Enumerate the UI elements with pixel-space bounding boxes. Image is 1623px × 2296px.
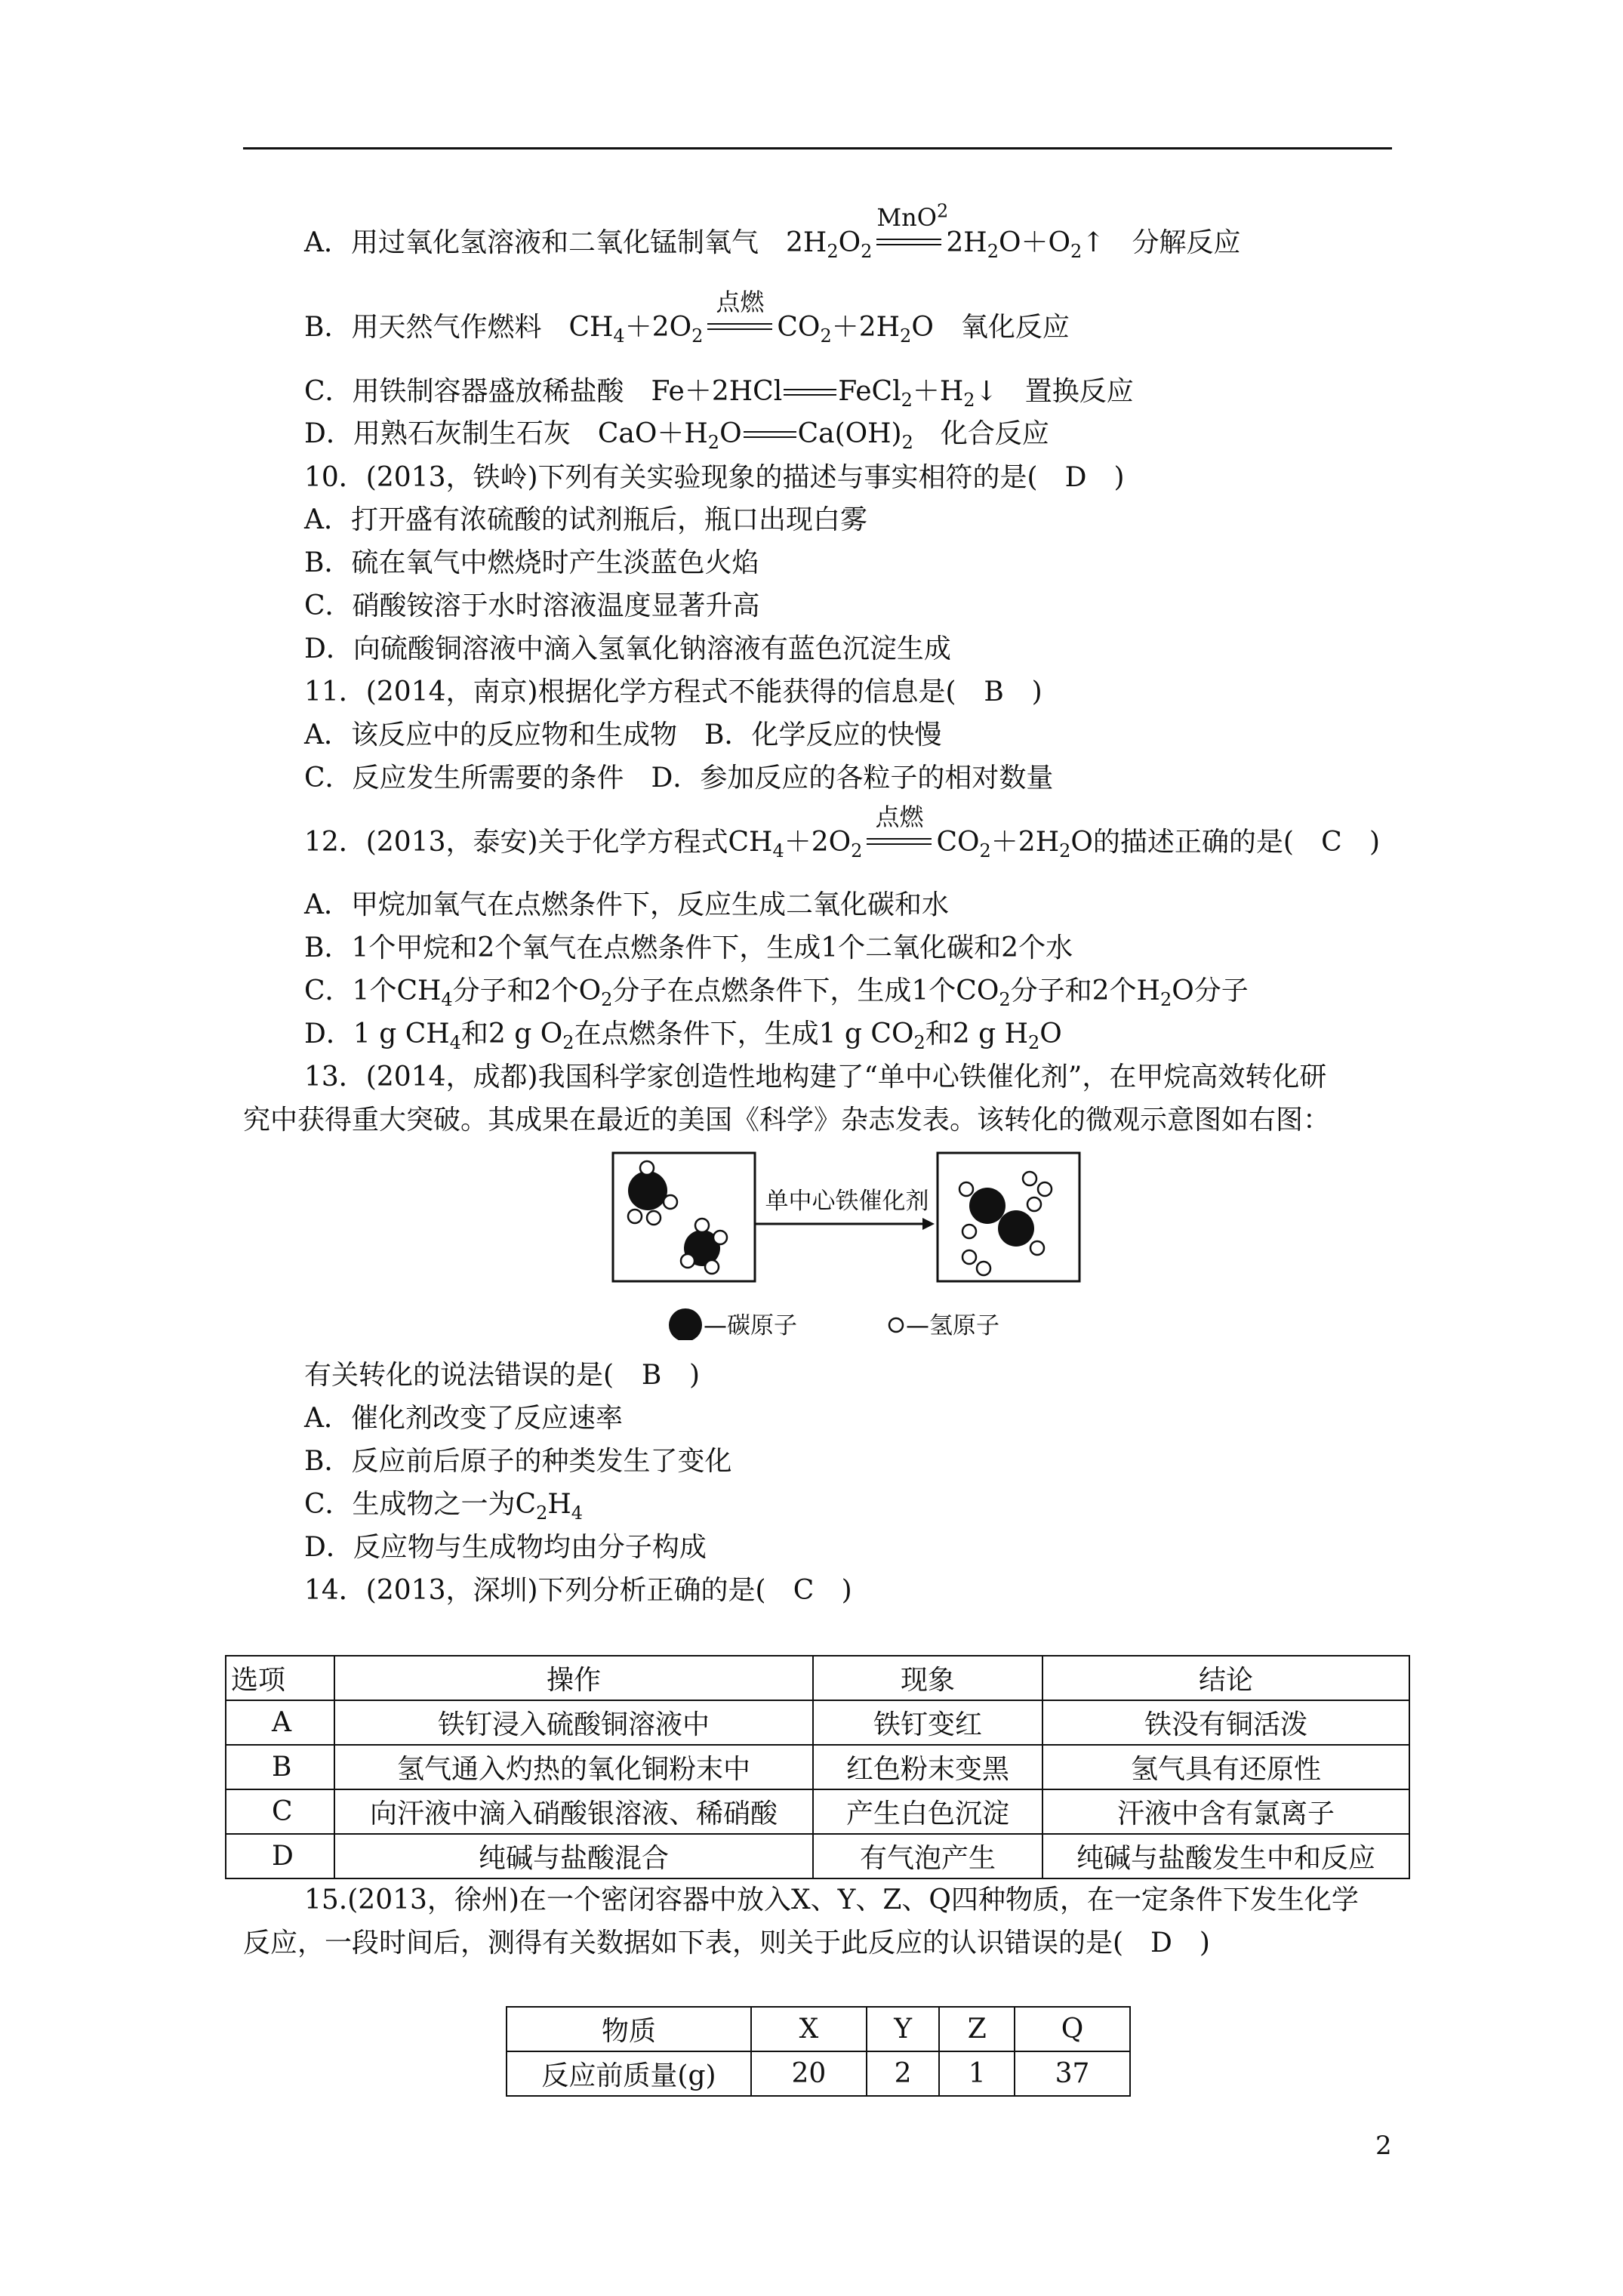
table-header: 结论 [1042,1656,1409,1700]
answer: B [641,1360,662,1391]
table-row [507,2051,1130,2096]
q15-stem-line2: 反应，一段时间后，测得有关数据如下表，则关于此反应的认识错误的是( D ) [243,1928,1210,1959]
header-rule [243,147,1392,149]
q13-question: 有关转化的说法错误的是( B ) [304,1360,701,1391]
hydrogen-molecule [1023,1172,1052,1196]
q9-option-a: A．用过氧化氢溶液和二氧化锰制氧气 $2H_2O_2$ MnO$^2$ $2H_2O+O_2↑$ 分解反应 [304,200,1241,262]
table-cell: 铁没有铜活泼 [1042,1700,1409,1745]
table-cell: 1 [939,2051,1015,2096]
q10-option: D．向硫酸铜溶液中滴入氢氧化钠溶液有蓝色沉淀生成 [304,633,951,664]
ethylene-molecule [959,1182,1044,1255]
q9-option-b: B．用天然气作燃料 $CH_4+2O_2$ 点燃 $CO_2+2H_2O$ 氧化反应 [304,288,1070,347]
q15-table [506,2006,1131,2097]
q12-option-a: A．甲烷加氧气在点燃条件下，反应生成二氧化碳和水 [304,889,949,920]
page-number: 2 [1375,2131,1392,2161]
table-header: 物质 [507,2007,751,2051]
hydrogen-atom-icon [889,1318,903,1332]
q10-option: C．硝酸铵溶于水时溶液温度显著升高 [304,590,760,621]
q14-stem: 14．(2013，深圳)下列分析正确的是( C ) [304,1575,852,1606]
table-header: 操作 [334,1656,813,1700]
q13-stem-line2: 究中获得重大突破。其成果在最近的美国《科学》杂志发表。该转化的微观示意图如右图： [243,1105,1331,1136]
table-cell: 2 [867,2051,940,2096]
q11-stem: 11．(2014，南京)根据化学方程式不能获得的信息是( B ) [304,676,1042,707]
table-header: 选项 [226,1656,334,1700]
q15-stem-line1: 15.(2013，徐州)在一个密闭容器中放入X、Y、Z、Q四种物质，在一定条件下发生化学 [304,1885,1359,1915]
table-row [226,1834,1409,1878]
catalyst-label: 单中心铁催化剂 [765,1188,929,1215]
table-header: Z [939,2007,1015,2051]
table-cell: 汗液中含有氯离子 [1042,1789,1409,1834]
q9-option-c: C．用铁制容器盛放稀盐酸 Fe＋2HCl $FeCl_2+H_2↓$ 置换反应 [304,376,1134,411]
answer: C [793,1575,815,1606]
arrow-head [922,1218,935,1230]
table-cell: 向汗液中滴入硝酸银溶液、稀硝酸 [334,1789,813,1834]
equals-sign [744,418,796,451]
table-cell: 铁钉变红 [813,1700,1042,1745]
q11-option: A．该反应中的反应物和生成物 B．化学反应的快慢 [304,720,942,750]
table-cell: A [226,1700,334,1745]
carbon-atom-icon [669,1308,702,1340]
q9-option-d: D．用熟石灰制生石灰 $CaO+H_2O$ $Ca(OH)_2$ 化合反应 [304,418,1049,453]
legend [669,1308,999,1340]
condition-equals-sign: 点燃 [867,826,932,859]
q10-option: B．硫在氧气中燃烧时产生淡蓝色火焰 [304,547,759,578]
table-header: Y [867,2007,940,2051]
q12-option-d: D．1 g $CH_4$和2 g $O_2$在点燃条件下，生成1 g $CO_2$和2 g $H_2O$ [304,1019,1062,1053]
table-cell: B [226,1745,334,1789]
answer: B [984,676,1004,707]
condition-equals-sign: MnO$^2$ [876,227,941,260]
q14-table [225,1655,1410,1879]
table-cell: D [226,1834,334,1878]
table-row [226,1789,1409,1834]
q10-option: A．打开盛有浓硫酸的试剂瓶后，瓶口出现白雾 [304,504,867,535]
table-row [226,1700,1409,1745]
table-cell: C [226,1789,334,1834]
table-header-row [226,1656,1409,1700]
q11-option: C．反应发生所需要的条件 D．参加反应的各粒子的相对数量 [304,763,1054,794]
table-cell: 纯碱与盐酸混合 [334,1834,813,1878]
table-header: Q [1015,2007,1130,2051]
answer: D [1064,462,1087,493]
table-cell: 红色粉末变黑 [813,1745,1042,1789]
q12-option-b: B．1个甲烷和2个氧气在点燃条件下，生成1个二氧化碳和2个水 [304,932,1073,963]
q12-option-c: C．1个$CH_4$分子和2个$O_2$分子在点燃条件下，生成1个$CO_2$分子和2个$H_2O$分子 [304,975,1249,1010]
table-row [226,1745,1409,1789]
table-header-row [507,2007,1130,2051]
table-cell: 37 [1015,2051,1130,2096]
table-header: X [751,2007,867,2051]
legend-carbon-label: —碳原子 [704,1312,797,1339]
q13-stem-line1: 13．(2014，成都)我国科学家创造性地构建了“单中心铁催化剂”，在甲烷高效转化研 [304,1062,1327,1093]
table-cell: 氢气通入灼热的氧化铜粉末中 [334,1745,813,1789]
hydrogen-molecule [962,1250,990,1275]
answer: D [1150,1928,1172,1959]
table-cell: 反应前质量(g) [507,2051,751,2096]
table-cell: 20 [751,2051,867,2096]
equals-sign [784,375,836,408]
q13-option-a: A．催化剂改变了反应速率 [304,1403,623,1434]
methane-molecule [681,1219,727,1274]
answer: C [1321,827,1342,858]
methane-molecule [628,1161,677,1225]
table-cell: 有气泡产生 [813,1834,1042,1878]
q12-stem: 12．(2013，泰安)关于化学方程式$CH_4+2O_2$ 点燃 $CO_2+2H_2O$的描述正确的是( C ) [304,803,1380,861]
reaction-diagram [611,1151,1102,1340]
q10-stem: 10．(2013，铁岭)下列有关实验现象的描述与事实相符的是( D ) [304,462,1125,493]
q13-option-d: D．反应物与生成物均由分子构成 [304,1532,707,1563]
q13-option-c: C．生成物之一为$C_2H_4$ [304,1489,584,1524]
legend-hydrogen-label: —氢原子 [906,1312,999,1339]
table-cell: 纯碱与盐酸发生中和反应 [1042,1834,1409,1878]
table-cell: 氢气具有还原性 [1042,1745,1409,1789]
table-header: 现象 [813,1656,1042,1700]
table-cell: 产生白色沉淀 [813,1789,1042,1834]
table-cell: 铁钉浸入硫酸铜溶液中 [334,1700,813,1745]
q13-option-b: B．反应前后原子的种类发生了变化 [304,1446,732,1477]
condition-equals-sign: 点燃 [707,311,772,344]
